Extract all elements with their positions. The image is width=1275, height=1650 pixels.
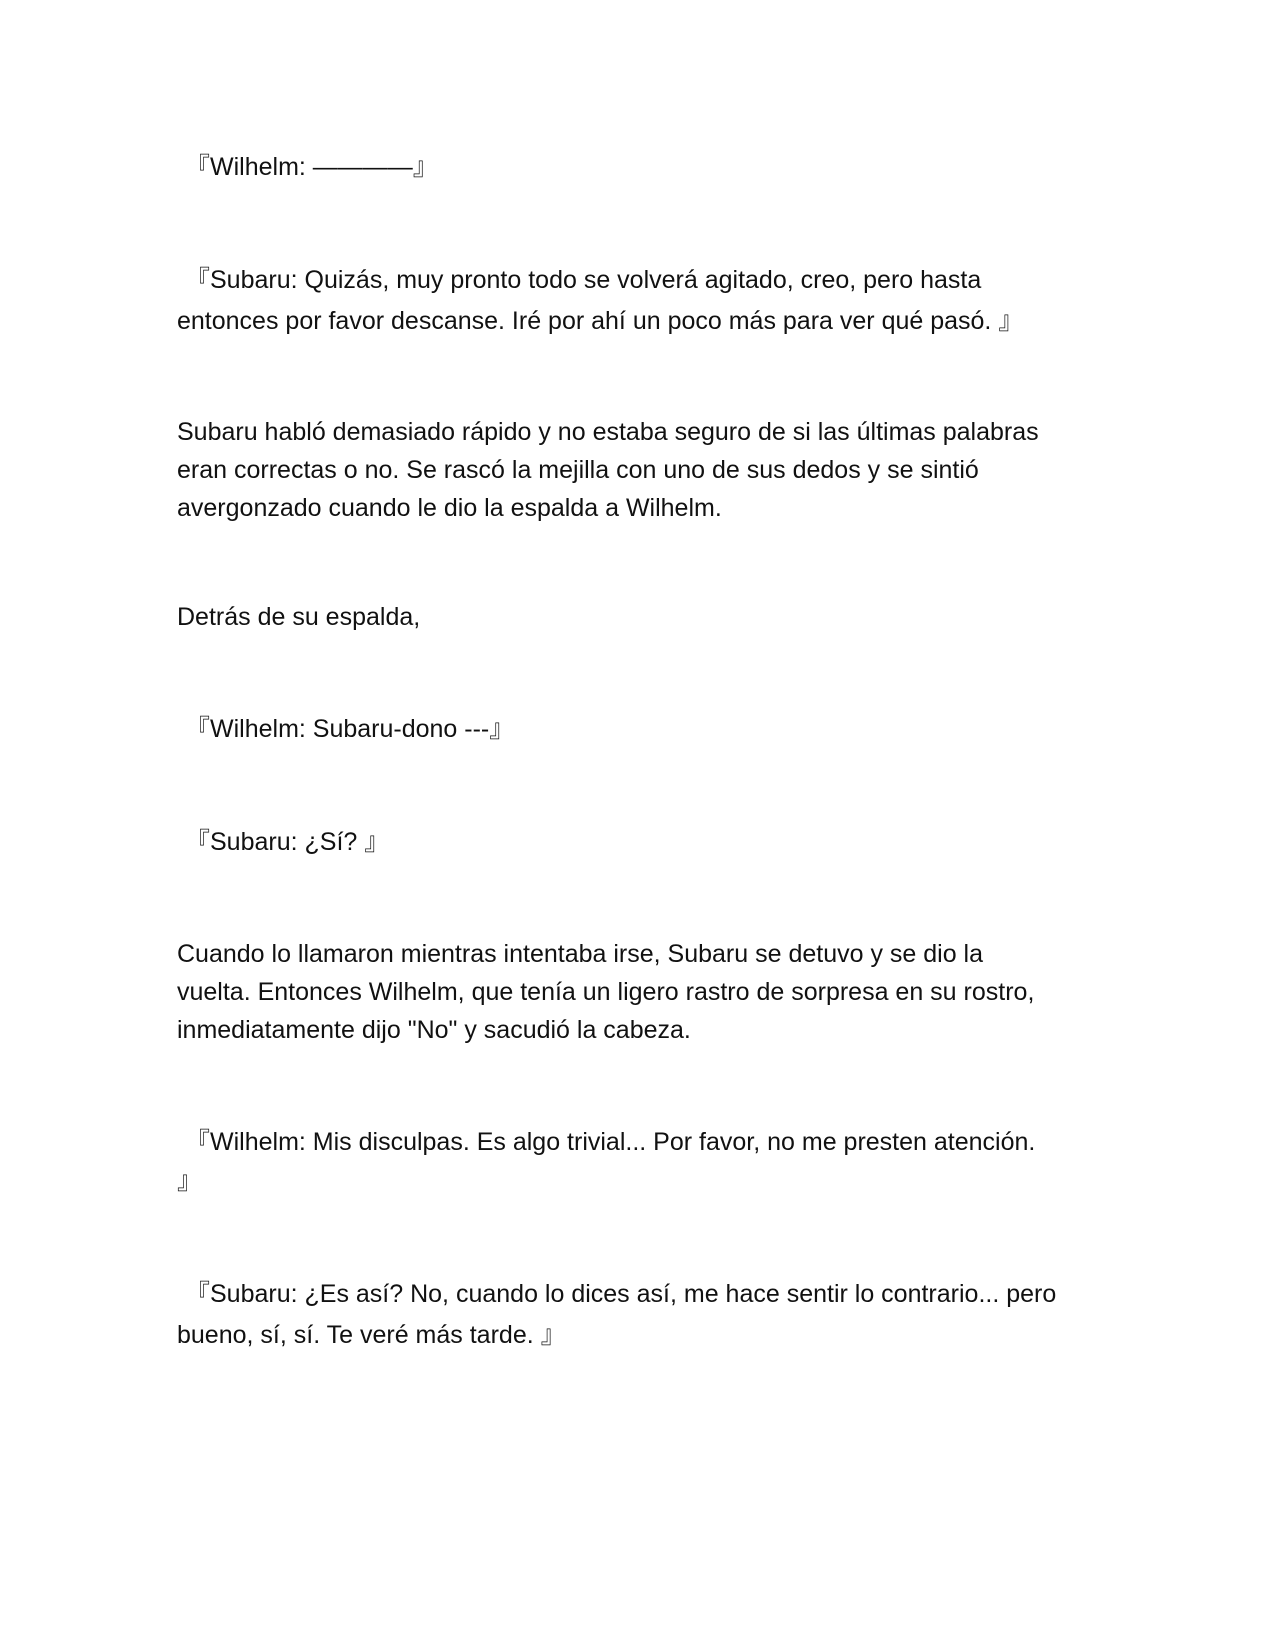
paragraph-3-line-3: inmediatamente dijo "No" y sacudió la cabeza. — [177, 1016, 691, 1044]
dialogue-subaru-farewell-line-1: 『Subaru: ¿Es así? No, cuando lo dices así, me hace sentir lo contrario... pero — [185, 1280, 1057, 1308]
dialogue-wilhelm-apology-line-2: 』 — [177, 1167, 203, 1195]
paragraph-1-line-3: avergonzado cuando le dio la espalda a Wilhelm. — [177, 494, 722, 522]
dialogue-wilhelm-silence: 『Wilhelm: ————』 — [185, 153, 438, 181]
paragraph-3-line-1: Cuando lo llamaron mientras intentaba irse, Subaru se detuvo y se dio la — [177, 940, 984, 968]
paragraph-1-line-2: eran correctas o no. Se rascó la mejilla con uno de sus dedos y se sintió — [177, 456, 979, 484]
paragraph-2: Detrás de su espalda, — [177, 603, 421, 631]
dialogue-subaru-farewell-line-2: bueno, sí, sí. Te veré más tarde. 』 — [177, 1321, 566, 1349]
paragraph-1-line-1: Subaru habló demasiado rápido y no estaba seguro de si las últimas palabras — [177, 418, 1039, 446]
dialogue-subaru-line-2: entonces por favor descanse. Iré por ahí un poco más para ver qué pasó. 』 — [177, 307, 1024, 335]
dialogue-wilhelm-call: 『Wilhelm: Subaru-dono ---』 — [185, 715, 515, 743]
dialogue-wilhelm-apology-line-1: 『Wilhelm: Mis disculpas. Es algo trivial... Por favor, no me presten atención. — [185, 1128, 1036, 1156]
dialogue-subaru-reply: 『Subaru: ¿Sí? 』 — [185, 828, 390, 856]
dialogue-subaru-line-1: 『Subaru: Quizás, muy pronto todo se volverá agitado, creo, pero hasta — [185, 266, 982, 294]
paragraph-3-line-2: vuelta. Entonces Wilhelm, que tenía un ligero rastro de sorpresa en su rostro, — [177, 978, 1035, 1006]
